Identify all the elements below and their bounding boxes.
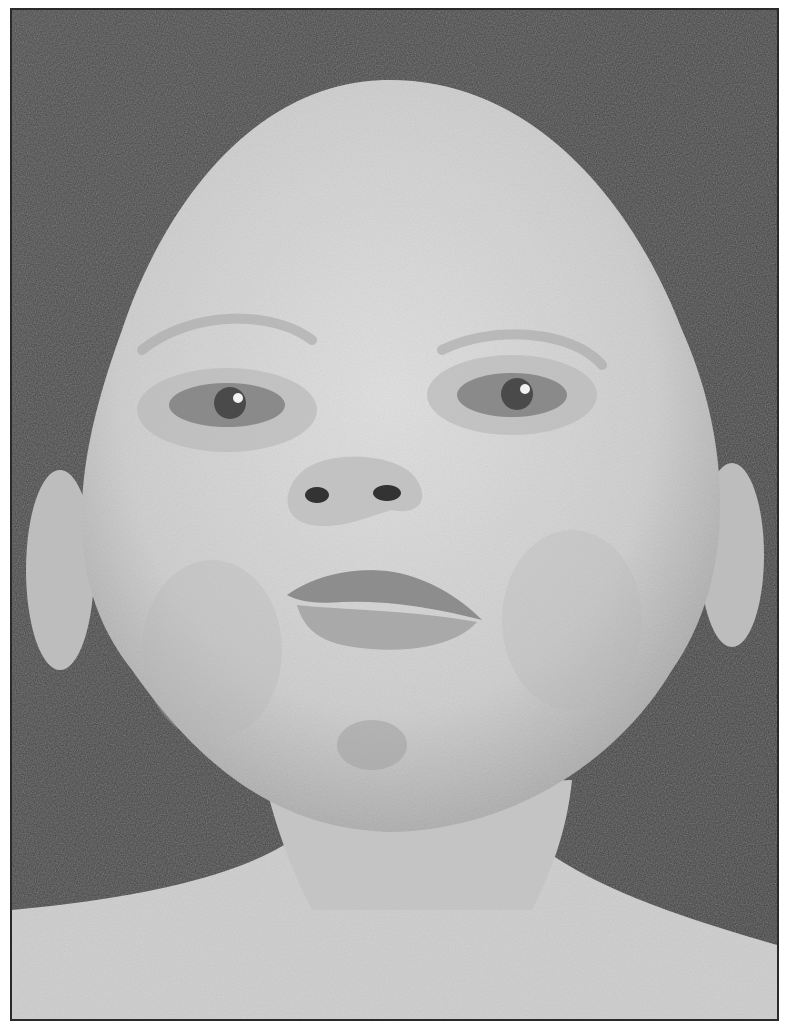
photo-frame xyxy=(10,8,779,1021)
right-eye-highlight xyxy=(520,384,530,394)
right-nostril xyxy=(373,485,401,501)
right-pupil xyxy=(501,378,533,410)
portrait-illustration xyxy=(12,10,777,1019)
left-cheek-shadow xyxy=(142,560,282,740)
left-pupil xyxy=(214,387,246,419)
chin-shadow xyxy=(337,720,407,770)
left-nostril xyxy=(305,487,329,503)
right-cheek-shadow xyxy=(502,530,642,710)
left-eye-highlight xyxy=(233,393,243,403)
